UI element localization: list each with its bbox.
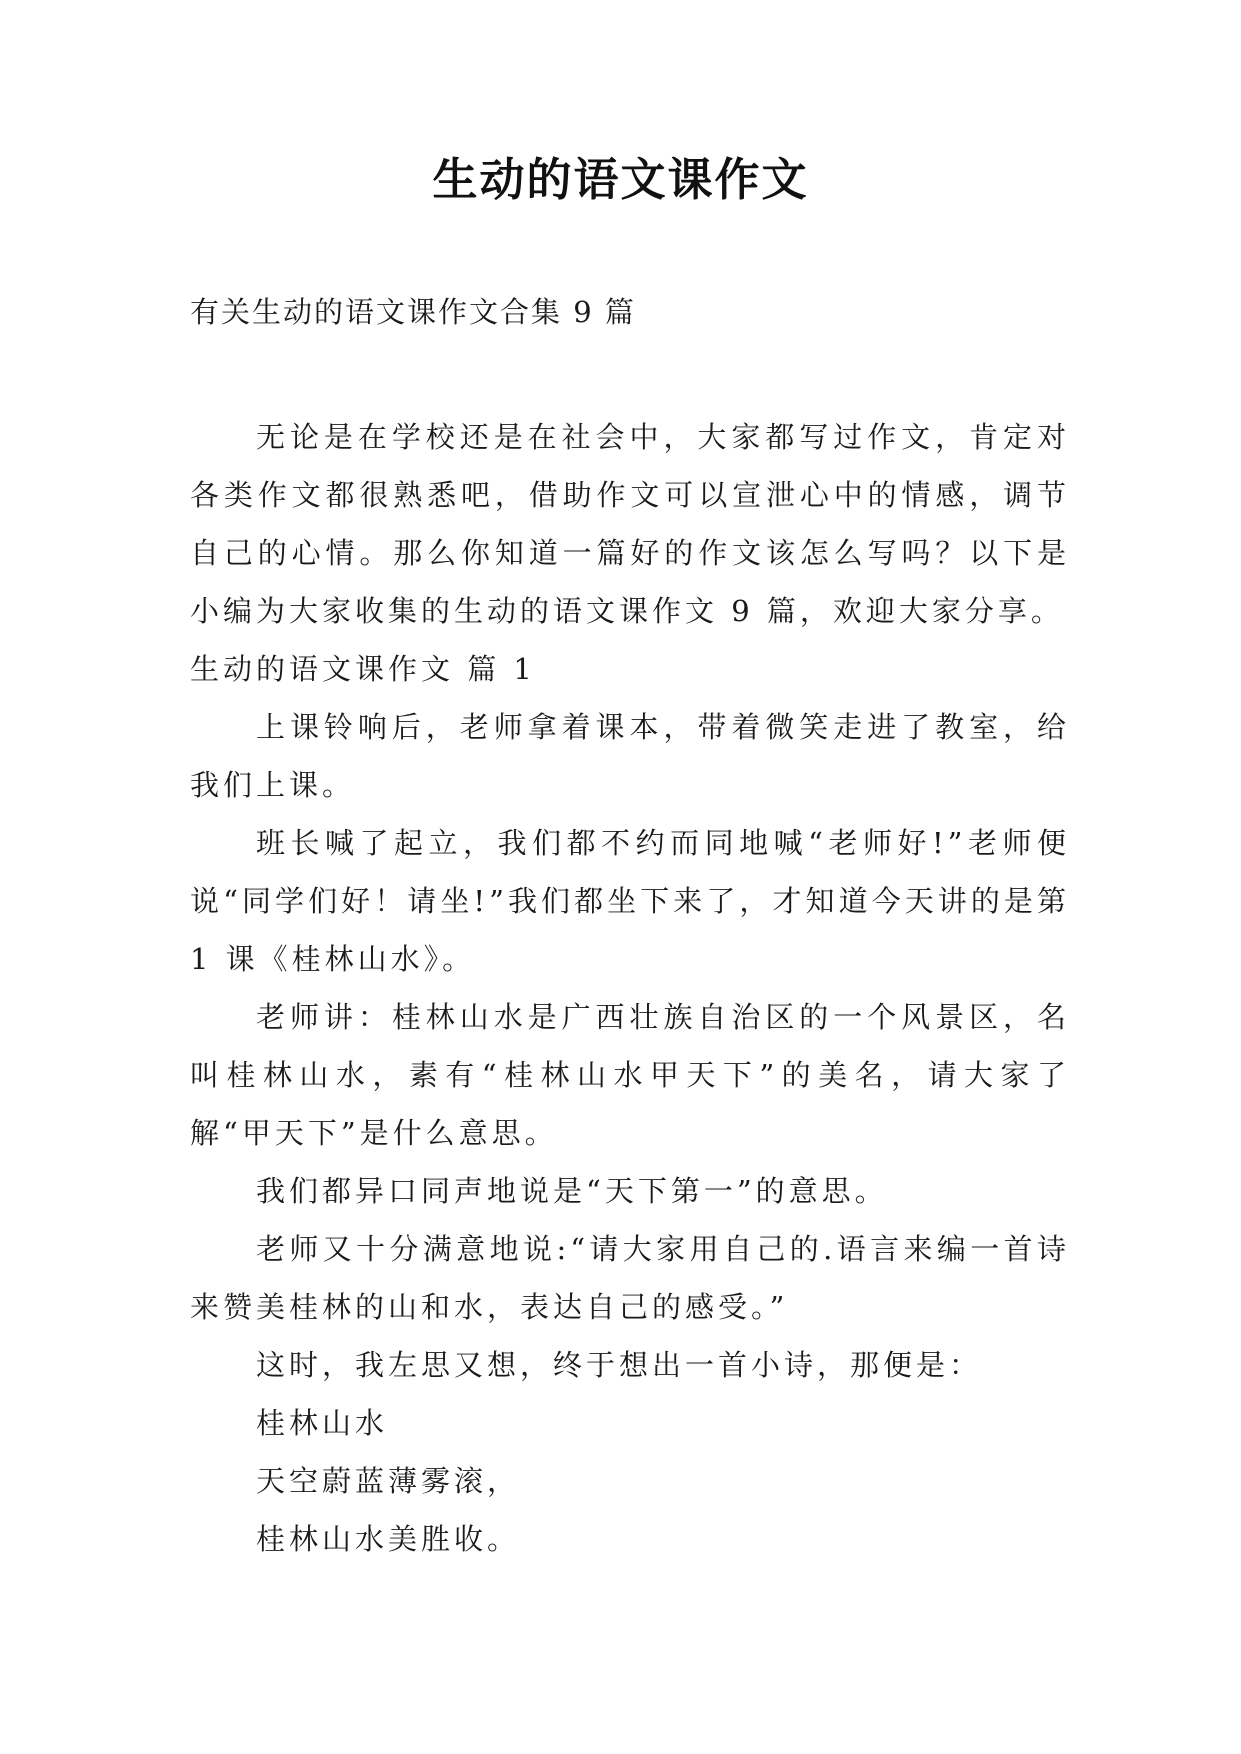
body-paragraph: 这时，我左思又想，终于想出一首小诗，那便是： (256, 1348, 983, 1382)
document-subtitle: 有关生动的语文课作文合集 9 篇 (190, 295, 636, 329)
poem-title: 桂林山水 (256, 1406, 389, 1440)
intro-paragraph: 无论是在学校还是在社会中，大家都写过作文，肯定对各类作文都很熟悉吧，借助作文可以宣泄心中的情感，调节自己的心情。那么你知道一篇好的作文该怎么写吗？以下是小编为大家收集的生动的语文课作文 9 篇，欢迎大家分享。 (190, 420, 1070, 628)
body-paragraph: 我们都异口同声地说是“天下第一”的意思。 (256, 1174, 888, 1208)
body-paragraph: 老师讲：桂林山水是广西壮族自治区的一个风景区，名叫桂林山水，素有“桂林山水甲天下”的美名，请大家了解“甲天下”是什么意思。 (190, 1000, 1070, 1150)
document-title: 生动的语文课作文 (432, 153, 809, 206)
body-paragraph: 老师又十分满意地说:“请大家用自己的.语言来编一首诗来赞美桂林的山和水，表达自己的感受。” (190, 1232, 1070, 1324)
body-paragraph: 上课铃响后，老师拿着课本，带着微笑走进了教室，给我们上课。 (190, 710, 1070, 802)
document-body (190, 408, 1070, 1568)
section-heading: 生动的语文课作文 篇 1 (190, 652, 536, 686)
poem-line: 天空蔚蓝薄雾滚， (256, 1464, 521, 1498)
body-paragraph: 班长喊了起立，我们都不约而同地喊“老师好!”老师便说“同学们好！请坐!”我们都坐下来了，才知道今天讲的是第 1 课《桂林山水》。 (190, 826, 1070, 976)
poem-line: 桂林山水美胜收。 (256, 1522, 521, 1556)
